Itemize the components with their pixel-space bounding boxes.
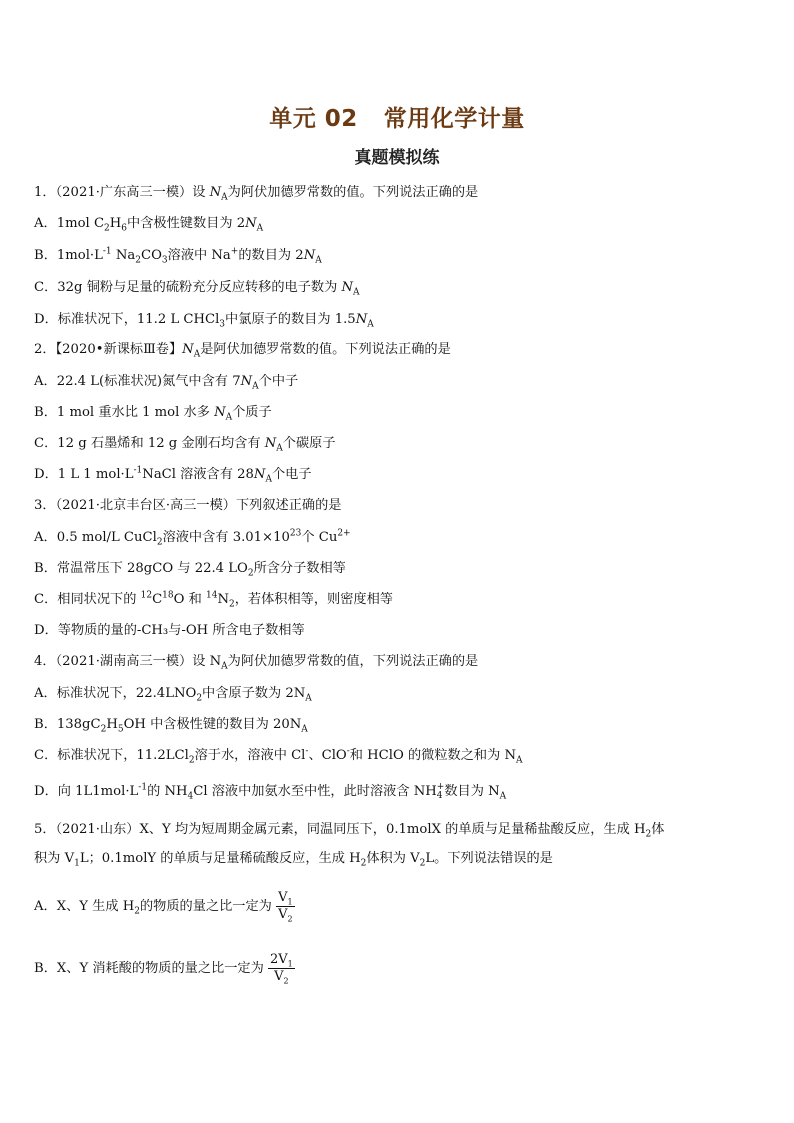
q1-option-c: C．32g 铜粉与足量的硫粉充分反应转移的电子数为 $N_A$: [34, 280, 360, 298]
q4-stem: 4．（2021·湖南高三一模）设 $N_A$为阿伏加德罗常数的值，下列说法正确的是: [34, 654, 479, 672]
q3-option-d: D．等物质的量的-CH₃与-OH 所含电子数相等: [34, 623, 305, 638]
q3-option-c: C．相同状况下的 $^{12}C^{18}O$ 和 $^{14}N_2$，若体积相等，则密度相等: [34, 590, 393, 610]
q2-option-d: D．1 L 1 $mol\cdot L^{-1}NaCl$ 溶液含有 $28N_A$个电子: [34, 465, 312, 485]
q5-option-a: A．X、Y 生成 $H_2$的物质的量之比一定为 $\frac{V_1}{V_2}$: [34, 890, 293, 924]
unit-number: 单元 02: [269, 106, 358, 132]
q4-option-b: B．$138gC_2H_5OH$ 中含极性键的数目为 $20N_A$: [34, 717, 308, 735]
q4-option-a: A．标准状况下，$22.4LNO_2$中含原子数为 $2N_A$: [34, 686, 312, 704]
q1-option-d: D．标准状况下，11.2 L CHCl$_3$中氯原子的数目为 $1.5N_A$: [34, 312, 374, 330]
unit-name: 常用化学计量: [383, 106, 525, 132]
q3-option-b: B．常温常压下 28gCO 与 22.4 $LO_2$所含分子数相等: [34, 561, 346, 579]
q2-option-b: B．1 mol 重水比 1 mol 水多 $N_A$个质子: [34, 405, 272, 423]
q5-stem-line1: 5．（2021·山东）X、Y 均为短周期金属元素，同温同压下，0.1molX 的单质与足量稀盐酸反应，生成 $H_2$体: [34, 822, 665, 840]
q5-option-b: B．X、Y 消耗酸的物质的量之比一定为 $\frac{2V_1}{V_2}$: [34, 952, 293, 986]
q4-option-d: D．向 $1L1mol\cdot L^{-1}$的 $NH_4Cl$ 溶液中加氨水至中性，此时溶液含 NH + 4 数目为 $N_A$: [34, 781, 507, 802]
section-subtitle: 真题模拟练: [354, 148, 440, 168]
q3-stem: 3．（2021·北京丰台区·高三一模）下列叙述正确的是: [34, 498, 342, 513]
fraction-v1-over-v2: $\frac{V_1}{V_2}$: [278, 890, 293, 924]
q2-stem: 2．【2020•新课标Ⅲ卷】$N_A$是阿伏加德罗常数的值。下列说法正确的是: [34, 342, 451, 360]
q1-option-a: A．1mol $C_2H_6$中含极性键数目为 $2N_A$: [34, 216, 264, 234]
fraction-2v1-over-v2: $\frac{2V_1}{V_2}$: [270, 952, 293, 986]
q1-stem: 1．（2021·广东高三一模）设 $N_A$为阿伏加德罗常数的值。下列说法正确的是: [34, 185, 479, 203]
q5-stem-line2: 积为 $V_1L$；0.1molY 的单质与足量稀硫酸反应，生成 $H_2$体积为 $V_2L$。下列说法错误的是: [34, 851, 553, 869]
unit-title: [0, 100, 794, 133]
q2-option-a: A．22.4 L(标准状况)氮气中含有 $7N_A$个中子: [34, 374, 299, 392]
q3-option-a: A．0.5 mol/L CuCl$_2$溶液中含有 $3.01\times 10^{23}$个 $Cu^{2+}$: [34, 528, 351, 548]
q2-option-c: C．12 g 石墨烯和 12 g 金刚石均含有 $N_A$个碳原子: [34, 436, 336, 454]
q1-option-b: B．$1mol\cdot L^{-1}$ $Na_2CO_3$溶液中 Na+的数目为 $2N_A$: [34, 246, 322, 266]
q4-option-c: C．标准状况下，11.2LCl$_2$溶于水，溶液中 Cl-、ClO-和 HClO 的微粒数之和为 $N_A$: [34, 746, 523, 766]
